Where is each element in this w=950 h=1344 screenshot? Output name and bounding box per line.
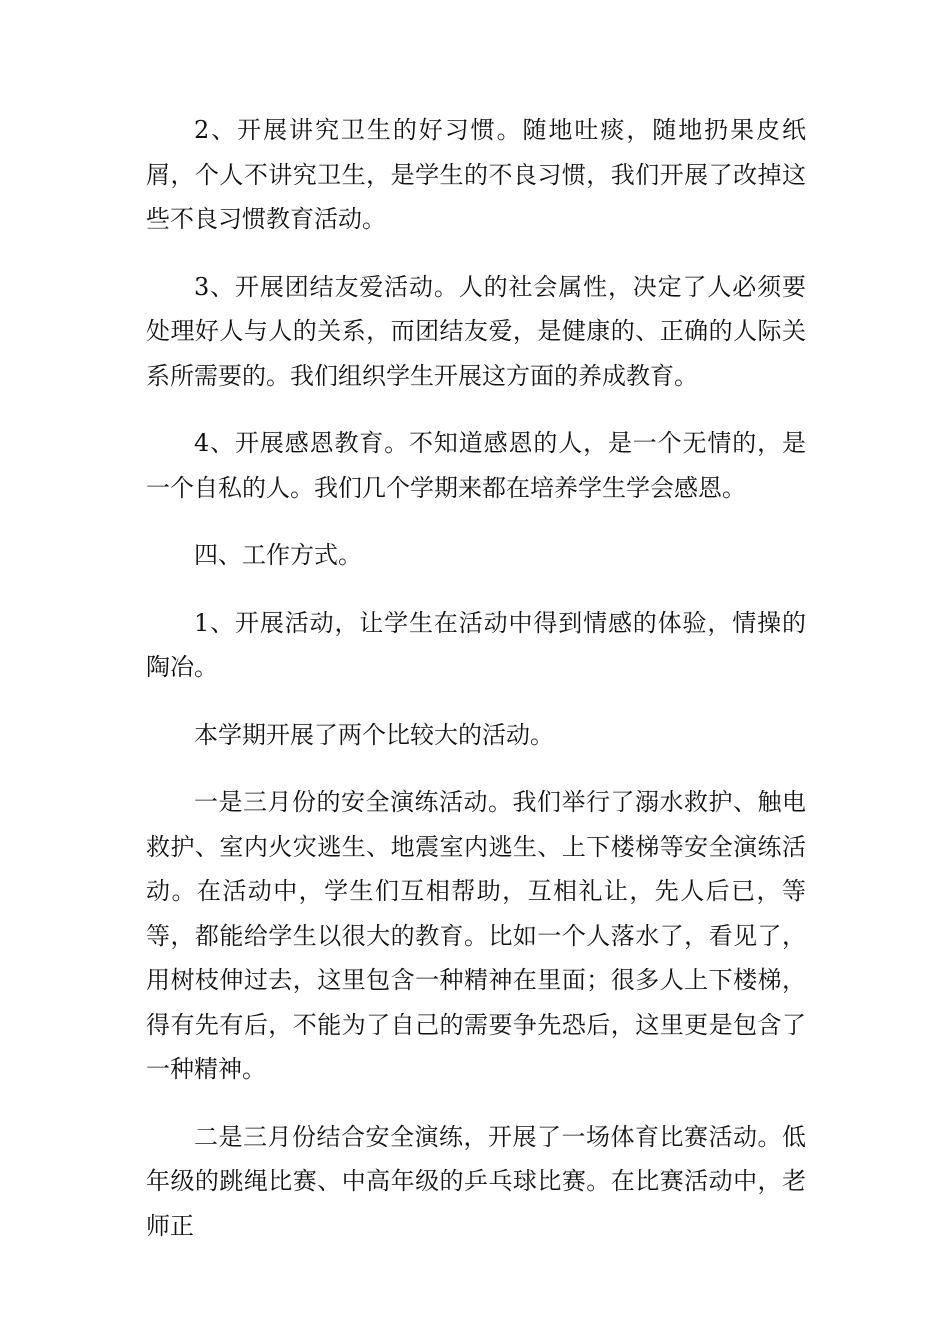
paragraph-semester-activities: 本学期开展了两个比较大的活动。 [194, 720, 554, 749]
section-heading-work-methods: 四、工作方式。 [194, 541, 362, 569]
paragraph-activities: 1、开展活动，让学生在活动中得到情感的体验，情操的陶冶。 [146, 608, 806, 681]
paragraph-unity: 3、开展团结友爱活动。人的社会属性，决定了人必须要处理好人与人的关系，而团结友爱，是健康的、正确的人际关系所需要的。我们组织学生开展这方面的养成教育。 [146, 272, 806, 390]
paragraph-safety-drill: 一是三月份的安全演练活动。我们举行了溺水救护、触电救护、室内火灾逃生、地震室内逃生、上下楼梯等安全演练活动。在活动中，学生们互相帮助，互相礼让，先人后已，等等，都能给学生以很大的教育。比如一个人落水了，看见了，用树枝伸过去，这里包含一种精神在里面；很多人上下楼梯，得有先有后，不能为了自己的需要争先恐后，这里更是包含了一种精神。 [146, 788, 806, 1083]
paragraph-sports-competition: 二是三月份结合安全演练，开展了一场体育比赛活动。低年级的跳绳比赛、中高年级的乒乓球比赛。在比赛活动中，老师正 [146, 1122, 806, 1240]
paragraph-hygiene: 2、开展讲究卫生的好习惯。随地吐痰，随地扔果皮纸屑，个人不讲究卫生，是学生的不良习惯，我们开展了改掉这些不良习惯教育活动。 [146, 116, 806, 233]
paragraph-gratitude: 4、开展感恩教育。不知道感恩的人，是一个无情的，是一个自私的人。我们几个学期来都在培养学生学会感恩。 [146, 429, 806, 502]
document-body [146, 108, 806, 1271]
